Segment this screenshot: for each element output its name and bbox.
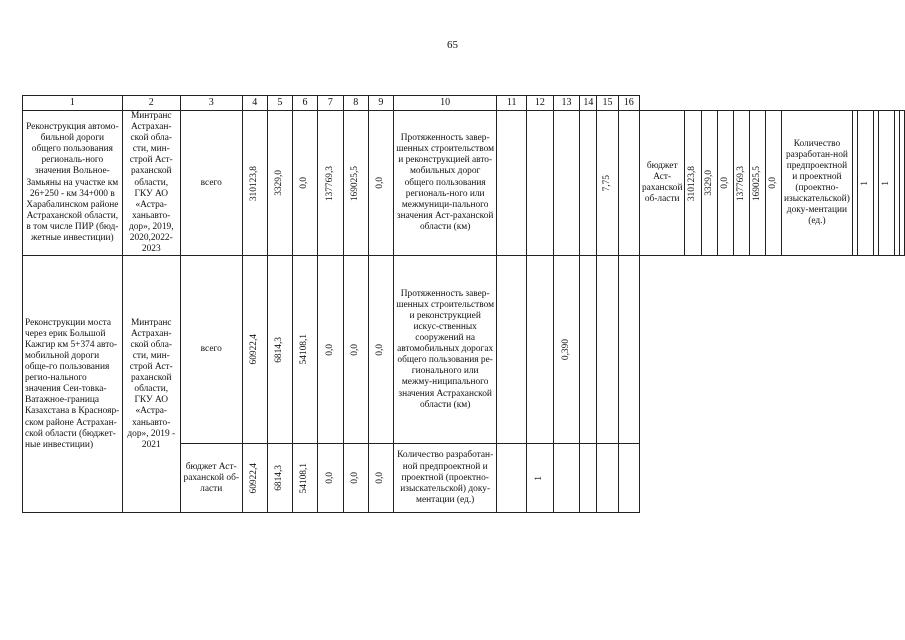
indicator-value: 7,75 [601,174,612,192]
column-number: 10 [393,96,497,111]
amount-year: 54108,1 [299,462,310,494]
amount-year: 0,0 [299,177,310,189]
indicator-text: Количество разработан-ной предпроектной и проектной (проектно-изыскательской) доку-ментации (ед.) [393,444,497,513]
amount-year: 54108,1 [299,334,310,365]
funding-source: бюджет Аст-раханской об-ласти [180,444,242,513]
program-table [22,95,905,513]
amount-year: 137769,3 [324,165,335,201]
column-number: 1 [23,96,123,111]
amount-year: 0,0 [375,343,386,356]
column-number: 11 [497,96,527,111]
amount-year: 3329,0 [703,170,714,196]
amount-total: 60922,4 [249,462,260,494]
indicator-text: Протяженность завер-шенных строительством и реконструкцией искус-ственных сооружений на автомобильных дорогах общего пользования ре-гионального или межму-ниципального значения Астраханской области (км) [393,256,497,444]
column-number: 2 [122,96,180,111]
funding-source: бюджет Аст-раханской об-ласти [639,111,685,256]
indicator-text: Количество разработан-ной предпроектной и проектной (проектно-изыскательской) доку-ментации (ед.) [782,111,853,256]
indicator-value: 1 [534,475,545,481]
amount-year: 0,0 [767,177,778,189]
amount-year: 169025,5 [751,165,762,201]
amount-total: 310123,8 [687,165,698,201]
column-number: 8 [343,96,368,111]
project-executor: Минтранс Астрахан-ской обла-сти, мин-строй Аст-раханской области, ГКУ АО «Астра-ханьавто-дор», 2019 - 2021 [122,256,180,513]
amount-total: 310123,8 [249,165,260,201]
column-number-row [23,96,905,111]
column-number: 5 [267,96,292,111]
column-number: 9 [368,96,393,111]
amount-year: 0,0 [350,343,361,356]
amount-year: 0,0 [375,177,386,189]
amount-total: 60922,4 [249,334,260,365]
column-number: 15 [597,96,618,111]
indicator-value: 1 [859,180,870,186]
amount-year: 3329,0 [274,170,285,196]
indicator-text: Протяженность завер-шенных строительством и реконструкцией авто-мобильных дорог общего пользования региональ-ного или межмуници-пального значения Аст-раханской области (км) [393,111,497,256]
table-row [23,256,905,444]
amount-year: 6814,3 [274,336,285,363]
funding-source: всего [180,256,242,444]
funding-source: всего [180,111,242,256]
column-number: 6 [292,96,317,111]
column-number: 12 [526,96,553,111]
amount-year: 0,0 [324,343,335,356]
column-number: 7 [318,96,344,111]
indicator-value: 1 [880,180,891,186]
amount-year: 137769,3 [735,165,746,201]
column-number: 16 [618,96,639,111]
column-number: 3 [180,96,242,111]
column-number: 13 [553,96,580,111]
project-name: Реконструкции моста через ерик Большой Кажгир км 5+374 авто-мобильной дороги обще-го пользования регио-нального значения Сеи-товка-Ватажное-граница Казахстана в Краснояр-ском районе Астрахан-ской области (бюджет-ные инвестиции) [23,256,123,513]
column-number: 4 [242,96,267,111]
amount-year: 0,0 [375,472,386,485]
amount-year: 0,0 [350,472,361,485]
amount-year: 0,0 [324,472,335,485]
amount-year: 169025,5 [350,165,361,201]
project-name: Реконструкция автомо-бильной дороги общего пользования региональ-ного значения Вольное-Замьяны на участке км 26+250 - км 34+000 в Харабалинском районе Астраханской области, в том числе ПИР (бюд-жетные инвестиции) [23,111,123,256]
column-number: 14 [580,96,597,111]
indicator-value: 0,390 [561,339,571,361]
project-executor: Минтранс Астрахан-ской обла-сти, мин-строй Аст-раханской области, ГКУ АО «Астра-ханьавто-дор», 2019, 2020,2022-2023 [122,111,180,256]
amount-year: 0,0 [719,177,730,189]
page-number: 65 [447,39,458,51]
amount-year: 6814,3 [274,465,285,492]
